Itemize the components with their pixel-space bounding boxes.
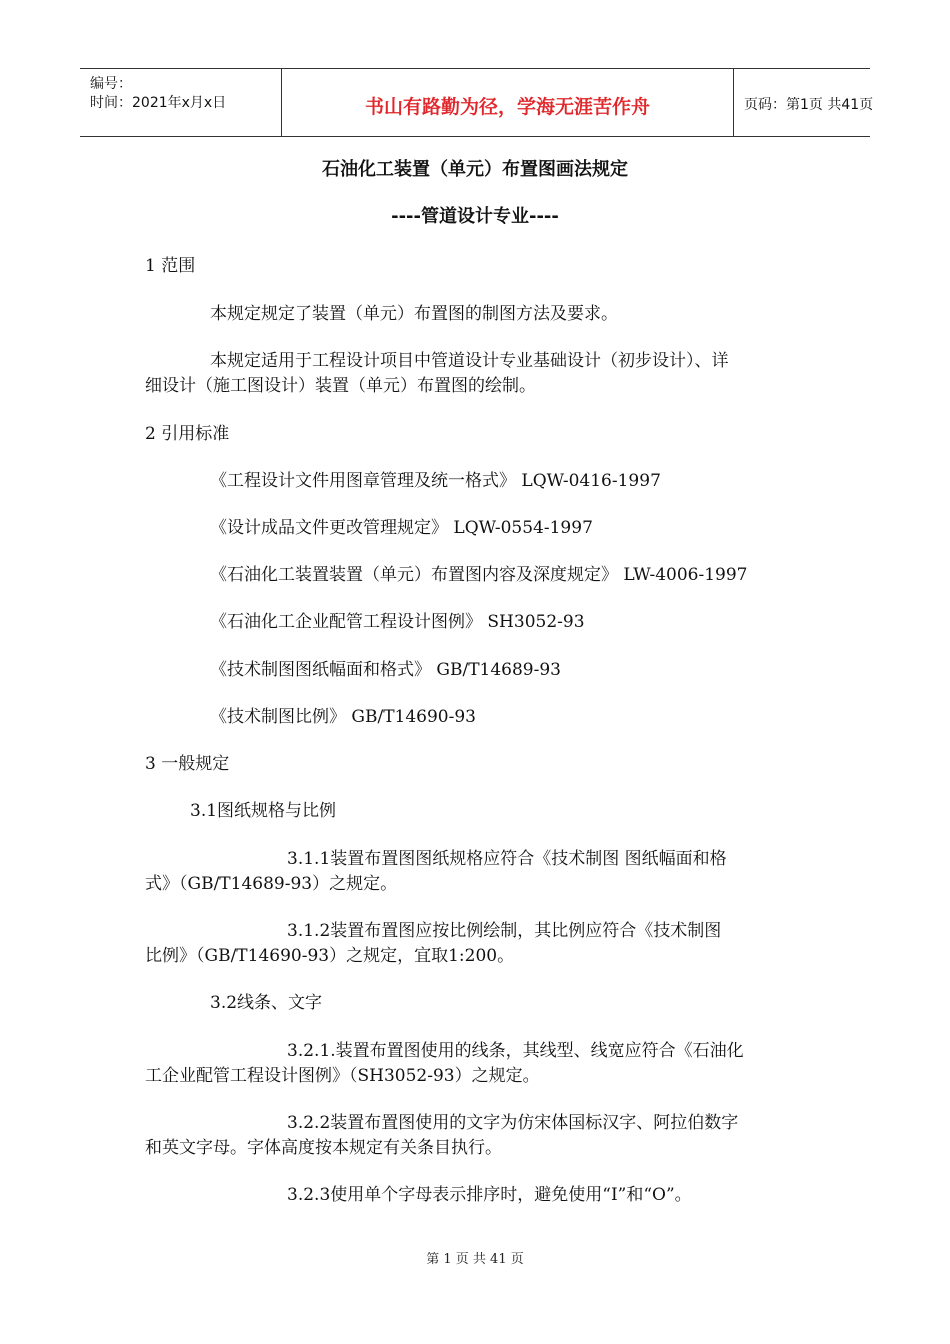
- section-2-heading: 2 引用标准: [145, 424, 230, 444]
- reference-item: 《石油化工企业配管工程设计图例》 SH3052-93: [210, 612, 585, 632]
- header-page-cell: [734, 69, 874, 136]
- clause-3-1-1-line-1: 3.1.1装置布置图图纸规格应符合《技术制图 图纸幅面和格: [287, 849, 727, 869]
- document-time-label: 时间：2021年x月x日: [90, 95, 227, 111]
- section-3-2-heading: 3.2线条、文字: [210, 993, 323, 1013]
- section-3-1-heading: 3.1图纸规格与比例: [190, 801, 337, 821]
- section-1-heading: 1 范围: [145, 256, 196, 276]
- reference-item: 《石油化工装置装置（单元）布置图内容及深度规定》 LW-4006-1997: [210, 565, 748, 585]
- clause-3-2-1-line-2: 工企业配管工程设计图例》（SH3052-93）之规定。: [145, 1066, 540, 1086]
- clause-3-2-2-line-1: 3.2.2装置布置图使用的文字为仿宋体国标汉字、阿拉伯数字: [287, 1113, 739, 1133]
- clause-3-2-1-line-1: 3.2.1.装置布置图使用的线条，其线型、线宽应符合《石油化: [287, 1041, 744, 1061]
- clause-3-2-3: 3.2.3使用单个字母表示排序时，避免使用“I”和“O”。: [287, 1185, 692, 1205]
- clause-3-1-1-line-2: 式》（GB/T14689-93）之规定。: [145, 874, 398, 894]
- page-header: [80, 68, 874, 137]
- header-motto: 书山有路勤为径，学海无涯苦作舟: [364, 96, 650, 118]
- page-footer: 第 1 页 共 41 页: [426, 1252, 524, 1267]
- section-1-paragraph-1: 本规定规定了装置（单元）布置图的制图方法及要求。: [210, 304, 618, 324]
- clause-3-2-2-line-2: 和英文字母。字体高度按本规定有关条目执行。: [145, 1138, 502, 1158]
- header-motto-cell: [282, 69, 734, 136]
- clause-3-1-2-line-1: 3.1.2装置布置图应按比例绘制，其比例应符合《技术制图: [287, 921, 722, 941]
- reference-item: 《工程设计文件用图章管理及统一格式》 LQW-0416-1997: [210, 471, 661, 491]
- header-page-info: 页码：第1页 共41页: [744, 97, 874, 113]
- reference-item: 《设计成品文件更改管理规定》 LQW-0554-1997: [210, 518, 593, 538]
- document-number-label: 编号：: [90, 76, 132, 92]
- reference-item: 《技术制图图纸幅面和格式》 GB/T14689-93: [210, 660, 561, 680]
- section-3-heading: 3 一般规定: [145, 754, 230, 774]
- document-title: 石油化工装置（单元）布置图画法规定: [322, 159, 628, 180]
- clause-3-1-2-line-2: 比例》（GB/T14690-93）之规定，宜取1:200。: [145, 946, 515, 966]
- reference-item: 《技术制图比例》 GB/T14690-93: [210, 707, 476, 727]
- section-1-paragraph-2-line-1: 本规定适用于工程设计项目中管道设计专业基础设计（初步设计）、详: [210, 351, 729, 371]
- header-info-cell: [80, 69, 282, 136]
- document-subtitle: ----管道设计专业----: [391, 206, 559, 227]
- section-1-paragraph-2-line-2: 细设计（施工图设计）装置（单元）布置图的绘制。: [145, 376, 536, 396]
